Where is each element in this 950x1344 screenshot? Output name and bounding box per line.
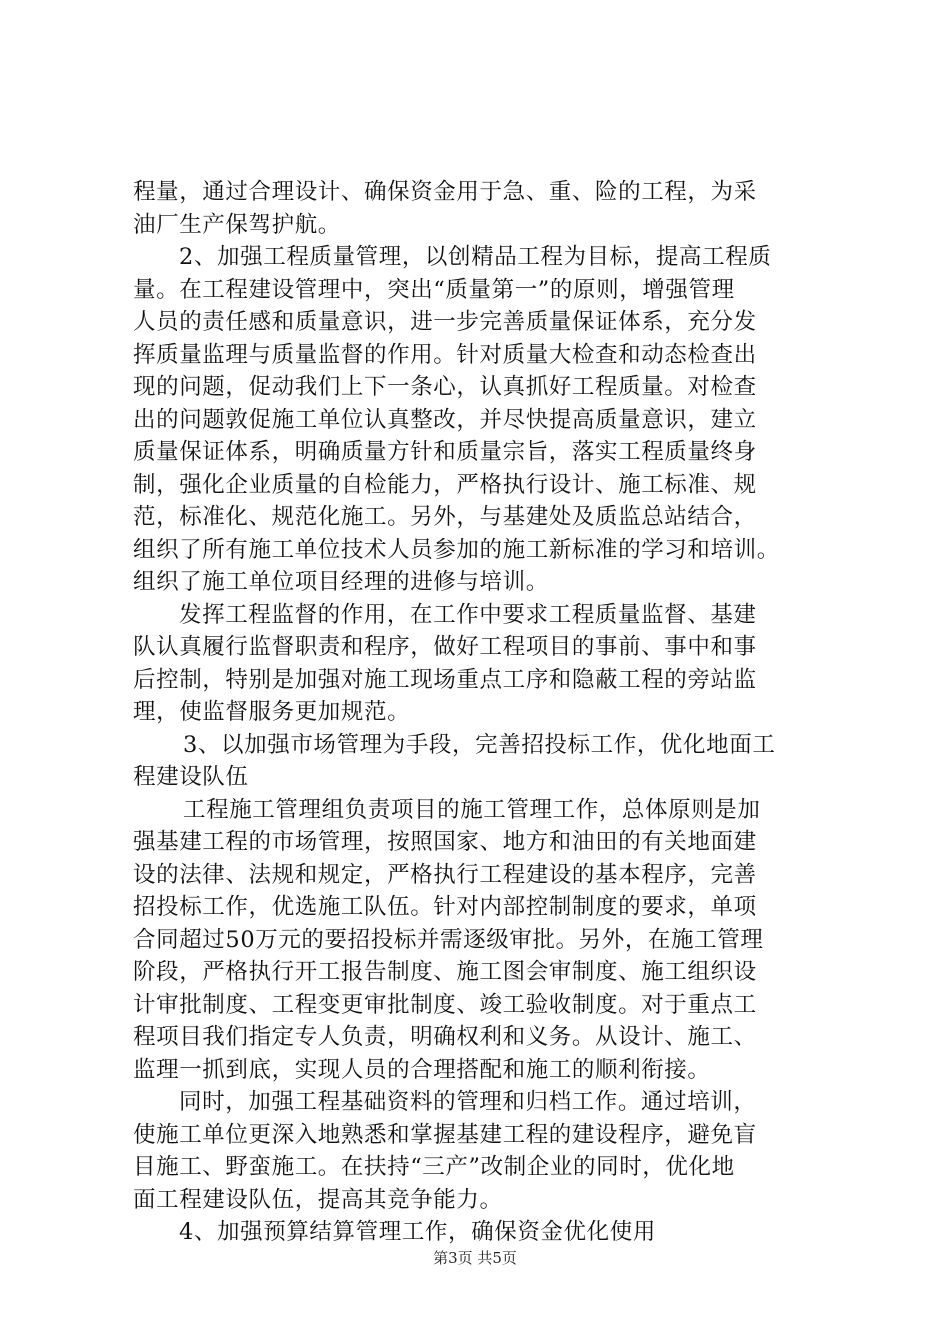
text-line: 工程施工管理组负责项目的施工管理工作，总体原则是加: [183, 796, 761, 823]
text-line: 程建设队伍: [133, 764, 249, 790]
text-line: 人员的责任感和质量意识，进一步完善质量保证体系，充分发: [133, 309, 757, 335]
text-line: 使施工单位更深入地熟悉和掌握基建工程的建设程序，避免盲: [133, 1121, 757, 1148]
text-line: 程量，通过合理设计、确保资金用于急、重、险的工程，为采: [133, 179, 757, 205]
text-line: 阶段，严格执行开工报告制度、施工图会审制度、施工组织设: [133, 959, 757, 985]
text-line: 设的法律、法规和规定，严格执行工程建设的基本程序，完善: [133, 861, 757, 888]
text-line: 程项目我们指定专人负责，明确权利和义务。从设计、施工、: [133, 1024, 757, 1050]
text-line: 招投标工作，优选施工队伍。针对内部控制制度的要求，单项: [133, 894, 757, 920]
text-line: 发挥工程监督的作用，在工作中要求工程质量监督、基建: [179, 601, 757, 628]
text-line: 2、加强工程质量管理，以创精品工程为目标，提高工程质: [179, 244, 772, 270]
text-line: 3、以加强市场管理为手段，完善招投标工作，优化地面工: [183, 731, 776, 758]
text-line: 后控制，特别是加强对施工现场重点工序和隐蔽工程的旁站监: [133, 666, 757, 693]
text-line: 4、加强预算结算管理工作，确保资金优化使用: [179, 1219, 656, 1245]
text-line: 计审批制度、工程变更审批制度、竣工验收制度。对于重点工: [133, 991, 757, 1018]
text-line: 监理一抓到底，实现人员的合理搭配和施工的顺利衔接。: [133, 1056, 711, 1083]
text-line: 目施工、野蛮施工。在扶持“三产”改制企业的同时，优化地: [133, 1154, 735, 1180]
text-line: 质量保证体系，明确质量方针和质量宗旨，落实工程质量终身: [133, 439, 757, 465]
text-line: 现的问题，促动我们上下一条心，认真抓好工程质量。对检查: [133, 374, 757, 400]
text-line: 队认真履行监督职责和程序，做好工程项目的事前、事中和事: [133, 634, 757, 660]
text-line: 组织了所有施工单位技术人员参加的施工新标准的学习和培训。: [133, 536, 780, 563]
text-line: 量。在工程建设管理中，突出“质量第一”的原则，增强管理: [133, 276, 735, 303]
text-line: 油厂生产保驾护航。: [133, 211, 341, 238]
text-line: 出的问题敦促施工单位认真整改，并尽快提高质量意识，建立: [133, 406, 757, 433]
text-line: 制，强化企业质量的自检能力，严格执行设计、施工标准、规: [133, 471, 757, 498]
text-line: 理，使监督服务更加规范。: [133, 699, 411, 725]
text-line: 组织了施工单位项目经理的进修与培训。: [133, 569, 549, 595]
text-line: 强基建工程的市场管理，按照国家、地方和油田的有关地面建: [133, 829, 757, 855]
text-line: 范，标准化、规范化施工。另外，与基建处及质监总站结合，: [133, 504, 757, 530]
text-line: 合同超过50万元的要招投标并需逐级审批。另外，在施工管理: [133, 926, 764, 953]
document-body: [133, 176, 823, 1249]
text-line: 同时，加强工程基础资料的管理和归档工作。通过培训，: [179, 1089, 757, 1115]
text-line: 挥质量监理与质量监督的作用。针对质量大检查和动态检查出: [133, 341, 757, 368]
page-footer: 第3页 共5页: [433, 1249, 517, 1267]
text-line: 面工程建设队伍，提高其竞争能力。: [133, 1186, 503, 1213]
